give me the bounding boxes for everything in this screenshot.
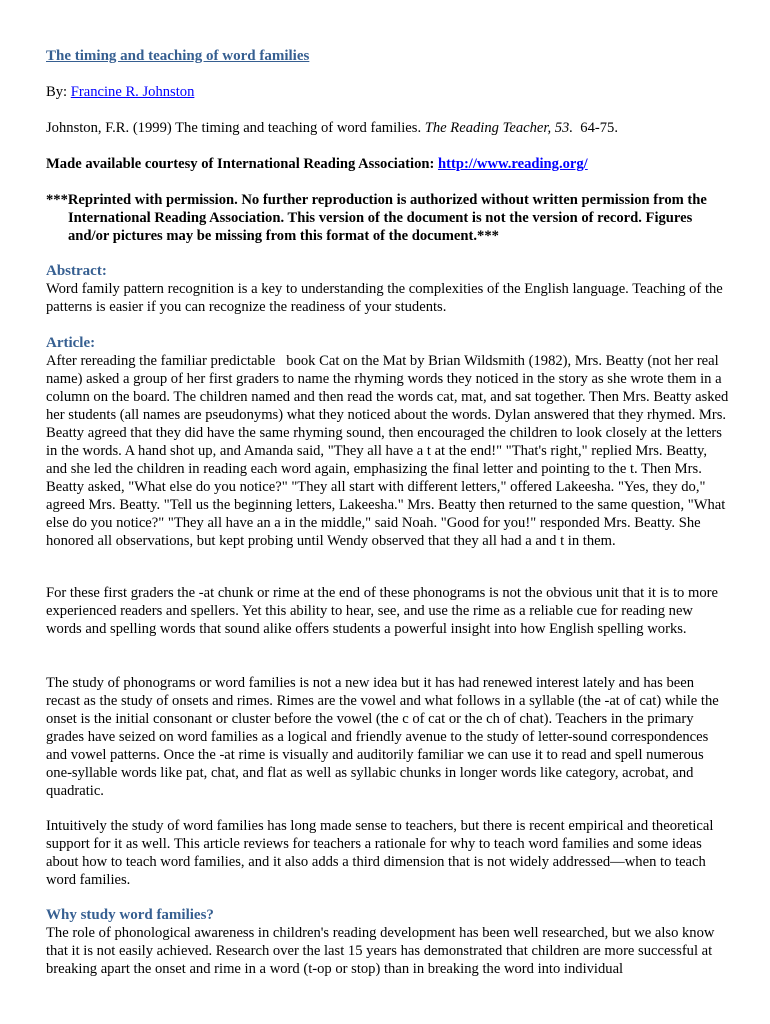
- author-link[interactable]: Francine R. Johnston: [70, 84, 195, 100]
- citation: [46, 119, 730, 137]
- abstract-heading: Abstract:: [46, 263, 107, 279]
- article-paragraph-2: For these first graders the -at chunk or rime at the end of these phonograms is not the obvious unit that it is to more experienced readers and spellers. Yet this ability to hear, see, and use the rime as a reliable cue for reading new words and spelling words that sound alike offers students a powerful insight into how English spelling works.: [46, 585, 718, 637]
- citation-pages: 64-75.: [573, 120, 618, 136]
- why-heading: Why study word families?: [46, 907, 214, 923]
- article-paragraph-1: After rereading the familiar predictable book Cat on the Mat by Brian Wildsmith (1982), Mrs. Beatty (not her real name) asked a group of her first graders to name the rhyming words they noticed in the story as she wrote them in a column on the board. The children named and then read the words cat, mat, and sat together. Then Mrs. Beatty asked her students (all names are pseudonyms) what they noticed about the words. Dylan answered that they rhymed. Mrs. Beatty agreed that they did have the same rhyming sound, then encouraged the children to look closely at the letters in the words. A hand shot up, and Amanda said, "They all have a t at the end!" "That's right," replied Mrs. Beatty, and she led the children in reading each word again, emphasizing the final letter and pointing to the t. Then Mrs. Beatty asked, "What else do you notice?" "They all start with different letters," offered Lakeesha. "Yes, they do," agreed Mrs. Beatty. "Tell us the beginning letters, Lakeesha." Mrs. Beatty then returned to the same question, "What else do you notice?" "They all have an a in the middle," said Noah. "Good for you!" responded Mrs. Beatty. She honored all observations, but kept probing until Wendy observed that they all had a and t in them.: [46, 353, 732, 549]
- citation-journal: The Reading Teacher, 53.: [424, 120, 573, 136]
- byline: [46, 83, 730, 101]
- citation-text: Johnston, F.R. (1999) The timing and teaching of word families.: [46, 120, 425, 136]
- article-paragraph-3: The study of phonograms or word families is not a new idea but it has had renewed interest lately and has been recast as the study of onsets and rimes. Rimes are the vowel and what follows in a syllable (the -at of cat) while the onset is the initial consonant or cluster before the vowel (the c of cat or the ch of chat). Teachers in the primary grades have seized on word families as a logical and friendly avenue to the study of letter-sound correspondences and vowel patterns. Once the -at rime is visually and auditorily familiar we can use it to read and spell numerous one-syllable words like pat, chat, and flat as well as syllabic chunks in longer words like category, acrobat, and quadratic.: [46, 675, 719, 799]
- courtesy-line: [46, 155, 730, 173]
- reprint-notice: ***Reprinted with permission. No further reproduction is authorized without written permission from the International Reading Association. This version of the document is not the version of record. Figures and/or pictures may be missing from this format of the document.***: [46, 192, 707, 244]
- courtesy-text: Made available courtesy of International Reading Association:: [46, 156, 438, 172]
- article-heading: Article:: [46, 335, 96, 351]
- why-paragraph: The role of phonological awareness in children's reading development has been well researched, but we also know that it is not easily achieved. Research over the last 15 years has demonstrated that children are more successful at breaking apart the onset and rime in a word (t-op or stop) than in breaking the word into individual: [46, 925, 715, 977]
- byline-prefix: By:: [46, 84, 71, 100]
- article-title: The timing and teaching of word families: [46, 48, 310, 64]
- article-paragraph-4: Intuitively the study of word families has long made sense to teachers, but there is recent empirical and theoretical support for it as well. This article reviews for teachers a rationale for why to teach word families and some ideas about how to teach word families, and it also adds a third dimension that is not widely addressed—when to teach word families.: [46, 818, 714, 888]
- publisher-link[interactable]: http://www.reading.org/: [438, 156, 588, 172]
- abstract-text: Word family pattern recognition is a key to understanding the complexities of the English language. Teaching of the patterns is easier if you can recognize the readiness of your students.: [46, 281, 723, 315]
